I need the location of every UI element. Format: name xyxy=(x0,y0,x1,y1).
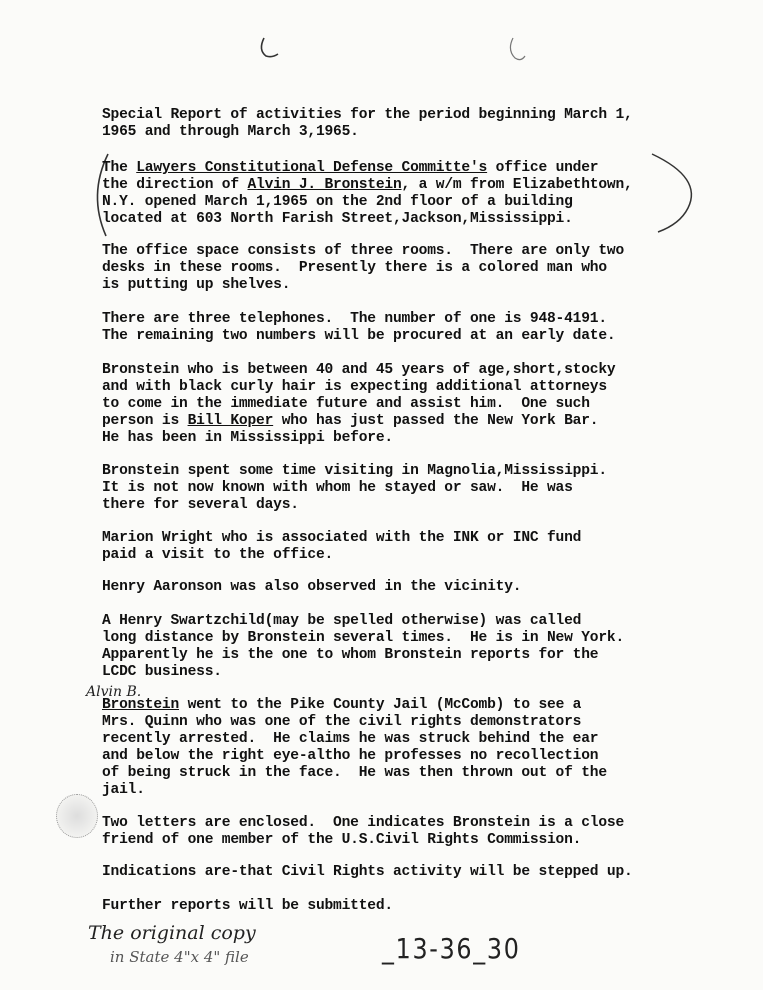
text-line: It is not now known with whom he stayed or saw. He was xyxy=(102,480,573,496)
office-paragraph xyxy=(102,160,682,228)
text-line: N.Y. opened March 1,1965 on the 2nd floor of a building xyxy=(102,194,573,210)
text-line: jail. xyxy=(102,782,145,798)
top-mark-right xyxy=(505,36,529,66)
text-line: long distance by Bronstein several times. He is in New York. xyxy=(102,630,625,646)
text-line: desks in these rooms. Presently there is a colored man who xyxy=(102,260,607,276)
office-space-paragraph xyxy=(102,243,682,294)
text-line: 1965 and through March 3,1965. xyxy=(102,124,359,140)
text-line: Apparently he is the one to whom Bronstein reports for the xyxy=(102,647,599,663)
indications-paragraph xyxy=(102,864,682,881)
text-segment: office under xyxy=(487,160,599,176)
intro-paragraph xyxy=(102,107,682,141)
text-line: There are three telephones. The number of one is 948-4191. xyxy=(102,311,607,327)
aaronson-paragraph xyxy=(102,579,682,596)
text-line: there for several days. xyxy=(102,497,299,513)
text-line: Bronstein spent some time visiting in Magnolia,Mississippi. xyxy=(102,463,607,479)
koper-name: Bill Koper xyxy=(187,413,274,429)
letters-paragraph xyxy=(102,815,682,849)
text-segment: the direction of xyxy=(102,177,248,193)
telephones-paragraph xyxy=(102,311,682,345)
text-line: Special Report of activities for the period beginning March 1, xyxy=(102,107,633,123)
text-line: and below the right eye-altho he professes no recollection xyxy=(102,748,599,764)
text-segment: The xyxy=(102,160,137,176)
text-line: Henry Aaronson was also observed in the vicinity. xyxy=(102,579,522,595)
top-mark-left xyxy=(254,36,284,62)
bronstein-name: Bronstein xyxy=(102,697,180,713)
text-line: friend of one member of the U.S.Civil Rights Commission. xyxy=(102,832,582,848)
text-line: and with black curly hair is expecting additional attorneys xyxy=(102,379,607,395)
handwritten-margin-note: Alvin B. xyxy=(86,684,142,700)
text-line: A Henry Swartzchild(may be spelled otherwise) was called xyxy=(102,613,582,629)
file-number: _13-36_30 xyxy=(382,932,521,965)
text-line: He has been in Mississippi before. xyxy=(102,430,393,446)
wright-paragraph xyxy=(102,530,682,564)
text-line: to come in the immediate future and assist him. One such xyxy=(102,396,590,412)
text-line: recently arrested. He claims he was struck behind the ear xyxy=(102,731,599,747)
text-line: of being struck in the face. He was then thrown out of the xyxy=(102,765,607,781)
bronstein-paragraph xyxy=(102,362,682,447)
swartzchild-paragraph xyxy=(102,613,682,681)
text-line: Two letters are enclosed. One indicates Bronstein is a close xyxy=(102,815,625,831)
handwritten-note-line1: The original copy xyxy=(88,922,256,944)
punch-hole-smudge xyxy=(56,794,98,838)
text-segment: person is xyxy=(102,413,188,429)
text-segment: who has just passed the New York Bar. xyxy=(273,413,599,429)
text-line: Further reports will be submitted. xyxy=(102,898,393,914)
text-line: The office space consists of three rooms. There are only two xyxy=(102,243,625,259)
text-line: paid a visit to the office. xyxy=(102,547,334,563)
director-name: Alvin J. Bronstein xyxy=(247,177,402,193)
text-line: located at 603 North Farish Street,Jackson,Mississippi. xyxy=(102,211,573,227)
text-line: is putting up shelves. xyxy=(102,277,291,293)
text-line: The remaining two numbers will be procured at an early date. xyxy=(102,328,616,344)
text-line: LCDC business. xyxy=(102,664,222,680)
text-line: Indications are-that Civil Rights activity will be stepped up. xyxy=(102,864,633,880)
text-line: Mrs. Quinn who was one of the civil rights demonstrators xyxy=(102,714,582,730)
text-segment: went to the Pike County Jail (McComb) to see a xyxy=(179,697,582,713)
jail-paragraph xyxy=(102,697,682,799)
further-paragraph xyxy=(102,898,682,915)
handwritten-note-line2: in State 4"x 4" file xyxy=(110,948,249,966)
organization-name: Lawyers Constitutional Defense Committe's xyxy=(136,160,488,176)
text-line: Bronstein who is between 40 and 45 years of age,short,stocky xyxy=(102,362,616,378)
text-line: Marion Wright who is associated with the INK or INC fund xyxy=(102,530,582,546)
text-segment: , a w/m from Elizabethtown, xyxy=(401,177,633,193)
magnolia-paragraph xyxy=(102,463,682,514)
